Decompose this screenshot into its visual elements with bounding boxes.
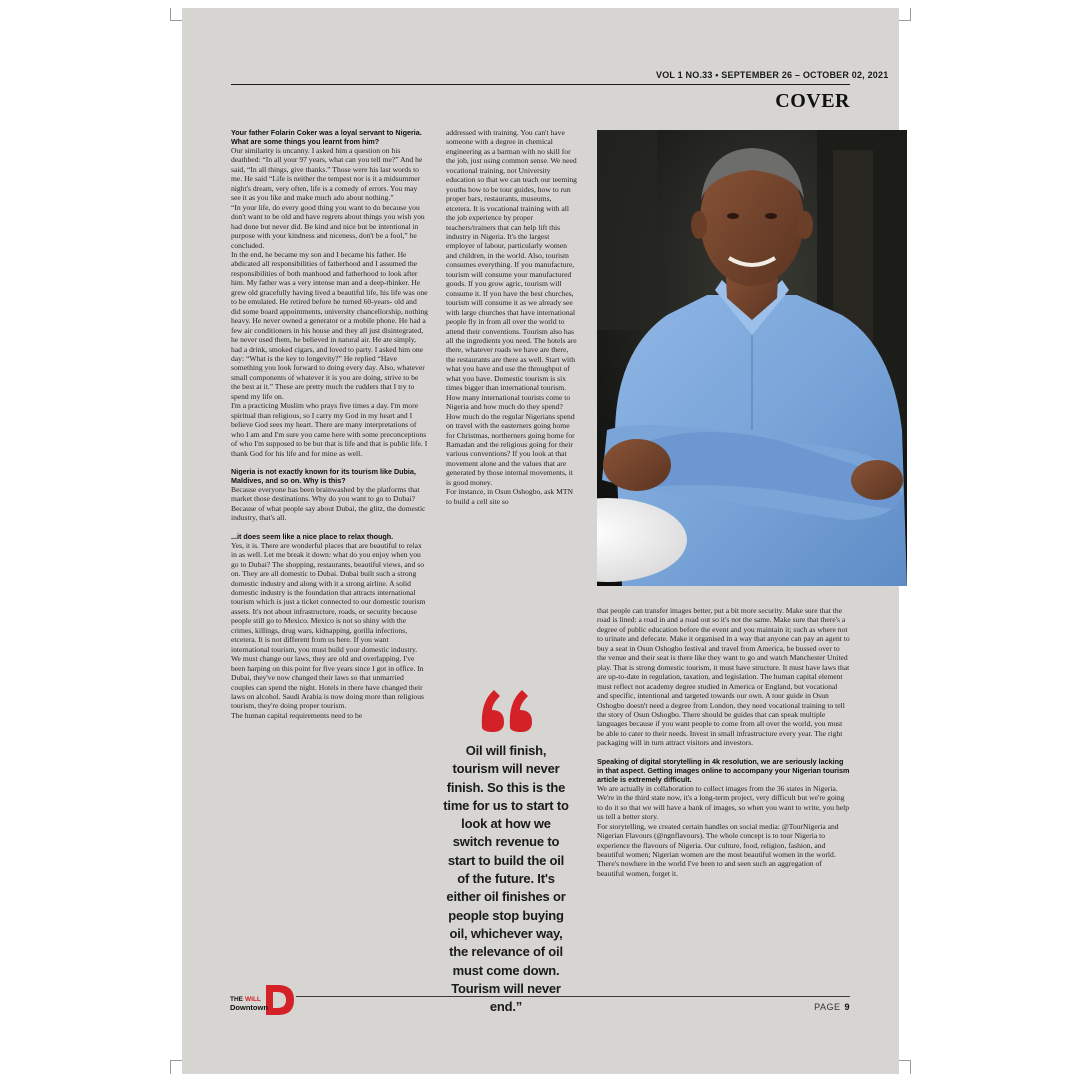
quote-open-icon <box>478 672 538 742</box>
interview-question: Your father Folarin Coker was a loyal servant to Nigeria. What are some things you learnt from him? <box>231 128 422 146</box>
crop-mark <box>910 1060 911 1074</box>
article-paragraph: Because everyone has been brainwashed by the platforms that market those destinations. Why do you want to go to Dubai? Because of what people say about Dubai, the glitz, the domestic industry, that's all. <box>231 484 426 523</box>
article-paragraph: For storytelling, we created certain handles on social media: @TourNigeria and Nigerian Flavours (@ngnflavours). The whole concept is to tour Nigeria to experience the flavours of Nigeria. Our culture, food, religion, fashion, and beautiful women; Nigerian women are the most beautiful women in the world. There's nowhere in the world I've been to and seen such an aggregation of beautiful women, forget it. <box>597 821 839 878</box>
article-column-2 <box>446 128 578 506</box>
article-paragraph: Yes, it is. There are wonderful places that are beautiful to relax in as well. Let me break it down: what do you enjoy when you go to Dubai? The shopping, restaurants, beautiful views, and so on. They are all domestic to Dubai. Dubai built such a strong domestic industry and along with it a strong airline. A solid domestic industry is the foundation that attracts international tourism which is just a ticket connected to our domestic tourism assets. It's not about infrastructure, roads, or security because people still go to Mexico. Mexico is not so shiny with the crimes, killings, drug wars, kidnapping, gorilla infections, etcetera. It is not different from us here. If you want international tourism, you must build your domestic industry. <box>231 540 426 654</box>
paragraph-gap <box>231 523 428 532</box>
header-rule <box>231 84 850 85</box>
crop-mark <box>170 1060 171 1074</box>
section-title: COVER <box>775 90 850 112</box>
article-paragraph: We are actually in collaboration to collect images from the 36 states in Nigeria. We're in the third state now, it's a long-term project, very difficult but we're going to do it so that we will have a bank of images, so when you want to write, you help us tell a better story. <box>597 783 850 822</box>
crop-mark <box>899 20 911 21</box>
issue-line: VOL 1 NO.33 • SEPTEMBER 26 – OCTOBER 02, 2021 <box>656 70 889 80</box>
crop-mark <box>170 8 171 20</box>
article-paragraph: that people can transfer images better, put a bit more security. Make sure that the road is lined: a road in and a road out so it's not the same. Make sure that there's a degree of public education before the event and you maintain it; such as where not to urinate and defecate. Make it organised in a way that anyone can pay an agent to buy a seat in Osun Oshogbo festival and travel from America, be bussed over to the venue and their seat is there like they want to go and watch Manchester United play. That is strong domestic tourism, it must have structure. It must have laws that are up-to-date in regulation, taxation, and legislation. The human capital element must reflect not academy degree studied in America or England, but vocational and specific, intentional and targeted towards our own. A tour guide in Osun Oshogbo doesn't need a degree from London, they need vocational training to tell the story of Osun Oshogbo. There should be guides that can speak multiple languages because if you want people to come from all over the world, you must be able to cater to their needs. Invest in small infrastructure every year. The right packaging will in turn attract visitors and investors. <box>597 606 850 748</box>
article-paragraph: We must change our laws, they are old and overlapping. I've been harping on this point for five years since I got in office. In Dubai, they've now changed their laws so that unmarried couples can spend the night. Hotels in there have changed their laws on alcohol. Saudi Arabia is now doing more than religious tourism, they're doing proper tourism. <box>231 654 424 711</box>
logo-downtown-text: Downtown <box>230 1003 268 1012</box>
page-number <box>790 1002 850 1012</box>
crop-mark <box>170 20 182 21</box>
article-paragraph: For instance, in Osun Oshogbo, ask MTN to build a cell site so <box>446 487 573 506</box>
article-paragraph: addressed with training. You can't have someone with a degree in chemical engineering as a barman with no skill for the job, just using common sense. We need vocational training, not University education so that we can teach our teeming youths how to be tour guides, how to run proper bars, restaurants, museums, etcetera. It is vocational training with all the job experience by proper teachers/trainers that can help lift this industry in Nigeria. It's the largest employer of labour, particularly women and children, in the world. Also, tourism consumes everything. If you manufacture, tourism will consume your manufactured goods. If you grow agric, tourism will consume it. If you have the best churches, tourism will consume it as we already see with large churches that have international people fly in from all over the world to attend their conventions. Tourism also has all the ingredients you need. The hotels are there, whatever roads we have are there, the restaurants are there as well. Start with what you have and use the throughput of what you have. Domestic tourism is six times bigger than international tourism. How many international tourists come to Nigeria and how much do they spend? How much do the regular Nigerians spend on travel with the easterners going home for Christmas, northerners going home for Ramadan and the religious going for their various conventions? If you look at that movement alone and the values that are generated by those internal movements, it is good money. <box>446 128 577 487</box>
page-label: PAGE <box>814 1002 841 1012</box>
interview-question: Nigeria is not exactly known for its tourism like Dubia, Maldives, and so on. Why is this? <box>231 466 416 485</box>
article-paragraph: The human capital requirements need to be <box>231 710 363 720</box>
logo-will-text: WILL <box>245 996 261 1003</box>
crop-mark <box>910 8 911 20</box>
page-number-value: 9 <box>844 1002 850 1012</box>
cover-portrait-photo <box>597 130 907 586</box>
article-paragraph: In the end, he became my son and I became his father. He abdicated all responsibilities of fatherhood and I assumed the responsibilities of both manhood and fatherhood to look after him. My father was a very intense man and a deep-thinker. He grew old gracefully having lived a beautiful life, his life was one to be emulated. He retired before he turned 60-years- old and did some board appointments, university chancellorship, nothing heavy. He never owned a generator or a mobile phone. He had a few air conditioners in his house and they all just disintegrated, he never used them, he believed in natural air. He ate simply, had a drink, smoked cigars, and loved to party. I asked him one day: “What is the key to longevity?” He replied “Have something you look forward to doing every day. Also, whatever small components of whatever it is you are doing, strive to be the best at it.” These are pretty much the rudders that I try to spend my life on. <box>231 249 428 401</box>
crop-mark <box>170 1060 182 1061</box>
crop-mark <box>899 1060 911 1061</box>
interview-question: Speaking of digital storytelling in 4k resolution, we are seriously lacking in that aspect. Getting images online to accompany your Nigerian tourism article is extremely difficult. <box>597 756 850 784</box>
article-paragraph: Our similarity is uncanny. I asked him a question on his deathbed: “In all your 97 years, what can you tell me?” And he said, “In all things, give thanks.” Those were his last words to me. He said “Life is neither the tempest nor is it a midsummer night's dream, very often, life is a comedy of errors. You may see it as you like and make much ado about nothing.” <box>231 146 423 203</box>
interview-question: ...it does seem like a nice place to relax though. <box>231 531 394 541</box>
article-column-3 <box>597 606 850 878</box>
article-column-1 <box>231 128 428 720</box>
paragraph-gap <box>231 458 428 467</box>
publication-logo <box>230 981 296 1019</box>
paragraph-gap <box>597 748 850 757</box>
pull-quote: Oil will finish, tourism will never finish. So this is the time for us to start to look at how we switch revenue to start to build the oil of the future. It's either oil finishes or people stop buying oil, whichever way, the relevance of oil must come down. Tourism will never end.” <box>443 743 569 1015</box>
logo-the-text: THE <box>230 996 243 1003</box>
article-paragraph: “In your life, do every good thing you want to do because you don't want to be old and have regrets about things you wish you had done but never did. Be kind and nice but be intentional in purpose with your kindness and niceness, don't be a fool,” he concluded. <box>231 202 425 250</box>
footer-rule <box>296 996 850 997</box>
article-paragraph: I'm a practicing Muslim who prays five times a day. I'm more spiritual than religious, so I carry my God in my heart and I believe God sees my heart. There are many interpretations of who I am and I'm sure you came here with some preconceptions of who I'm supposed to be but that is life and that is public life. I thank God for his life and for mine as well. <box>231 401 428 458</box>
